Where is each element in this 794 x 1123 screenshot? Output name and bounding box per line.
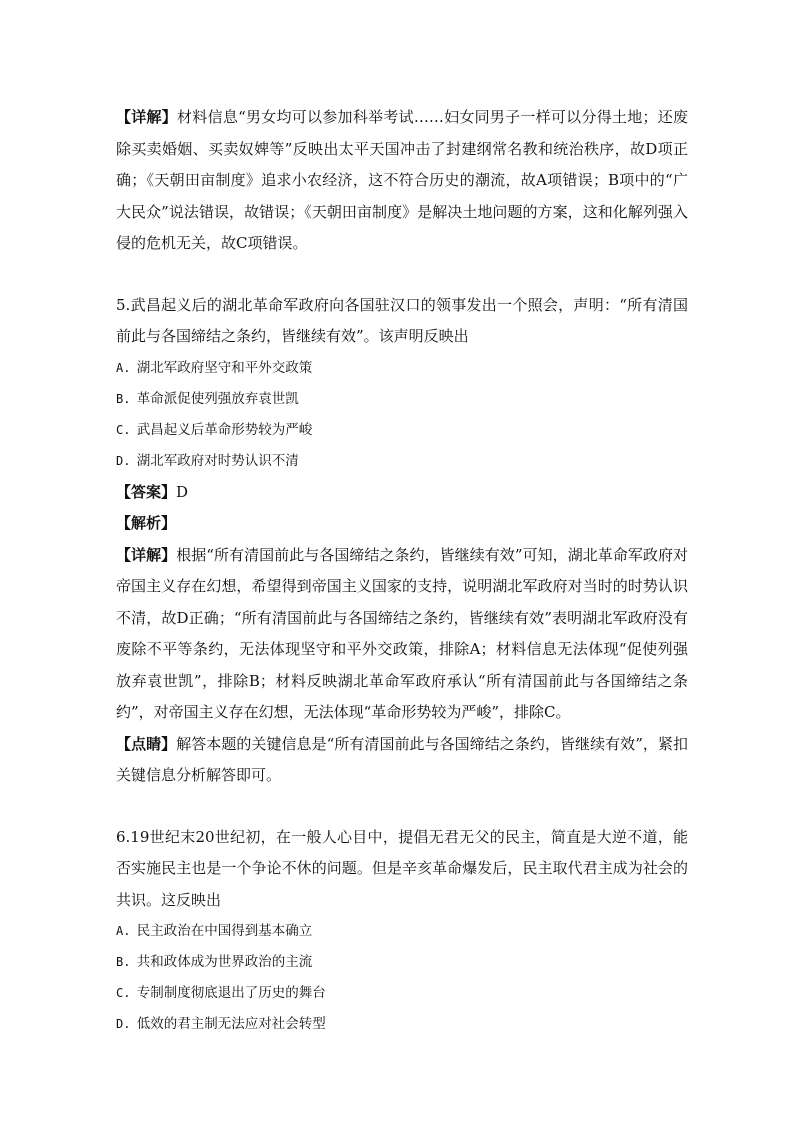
option-text: 湖北军政府坚守和平外交政策 [136, 359, 313, 376]
question-5-detail [116, 540, 688, 729]
option-letter: D. [116, 453, 131, 468]
note-text: 解答本题的关键信息是“所有清国前此与各国缔结之条约，皆继续有效”，紧扣关键信息分析解答即可。 [116, 734, 688, 784]
option-text: 专制制度彻底退出了历史的舞台 [136, 985, 326, 1001]
answer-value: D [176, 482, 189, 501]
question-5-stem: 5.武昌起义后的湖北革命军政府向各国驻汉口的领事发出一个照会，声明：“所有清国前此与各国缔结之条约，皆继续有效”。该声明反映出 [116, 295, 688, 345]
question-5-option-d [116, 446, 688, 477]
analysis-tag: 【解析】 [116, 514, 177, 532]
detail-tag: 【详解】 [116, 545, 177, 564]
option-letter: C. [116, 986, 131, 1000]
section-gap [116, 792, 688, 822]
option-letter: B. [116, 955, 131, 969]
detail-text: 根据“所有清国前此与各国缔结之条约，皆继续有效”可知，湖北革命军政府对帝国主义存在幻想，希望得到帝国主义国家的支持，说明湖北军政府对当时的时势认识不清，故D正确；“所有清国前此与各国缔结之条约，皆继续有效”表明湖北军政府没有废除不平等条约，无法体现坚守和平外交政策，排除A；材料信息无法体现“促使列强放弃袁世凯”，排除B；材料反映湖北革命军政府承认“所有清国前此与各国缔结之条约”，对帝国主义存在幻想，无法体现“革命形势较为严峻”，排除C。 [116, 545, 688, 721]
note-tag: 【点睛】 [116, 734, 177, 753]
explanation-text: 材料信息“男女均可以参加科举考试……妇女同男子一样可以分得土地；还废除买卖婚姻、买卖奴婢等”反映出太平天国冲击了封建纲常名教和统治秩序，故D项正确；《天朝田亩制度》追求小农经济，这不符合历史的潮流，故A项错误；B项中的“广大民众”说法错误，故错误；《天朝田亩制度》是解决土地问题的方案，这和化解列强入侵的危机无关，故C项错误。 [116, 108, 688, 252]
question-6-option-a [116, 916, 688, 947]
question-5-note [116, 729, 688, 792]
question-5-option-a [116, 353, 688, 384]
option-text: 革命派促使列强放弃袁世凯 [136, 390, 299, 407]
option-text: 武昌起义后革命形势较为严峻 [136, 421, 313, 438]
question-6-option-d [116, 1009, 688, 1040]
option-letter: B. [116, 391, 131, 406]
option-text: 共和政体成为世界政治的主流 [136, 954, 313, 970]
option-text: 民主政治在中国得到基本确立 [136, 923, 313, 939]
question-6-option-b [116, 947, 688, 978]
question-5-option-c [116, 415, 688, 446]
question-5-option-b [116, 384, 688, 415]
option-letter: A. [116, 360, 131, 375]
answer-tag: 【答案】 [116, 482, 177, 501]
detail-tag: 【详解】 [116, 108, 178, 126]
option-text: 湖北军政府对时势认识不清 [136, 452, 299, 469]
question-6-option-c [116, 978, 688, 1009]
explanation-paragraph-q4 [116, 102, 688, 260]
option-text: 低效的君主制无法应对社会转型 [136, 1016, 326, 1032]
option-letter: A. [116, 924, 131, 938]
section-gap [116, 260, 688, 290]
question-5-analysis-heading [116, 508, 688, 540]
option-letter: D. [116, 1017, 131, 1031]
question-6-stem: 6.19世纪末20世纪初，在一般人心目中，提倡无君无父的民主，简直是大逆不道，能否实施民主也是一个争论不休的问题。但是辛亥革命爆发后，民主取代君主成为社会的共识。这反映出 [116, 827, 688, 909]
option-letter: C. [116, 422, 131, 437]
question-5-answer [116, 477, 688, 509]
document-page [116, 102, 688, 1040]
